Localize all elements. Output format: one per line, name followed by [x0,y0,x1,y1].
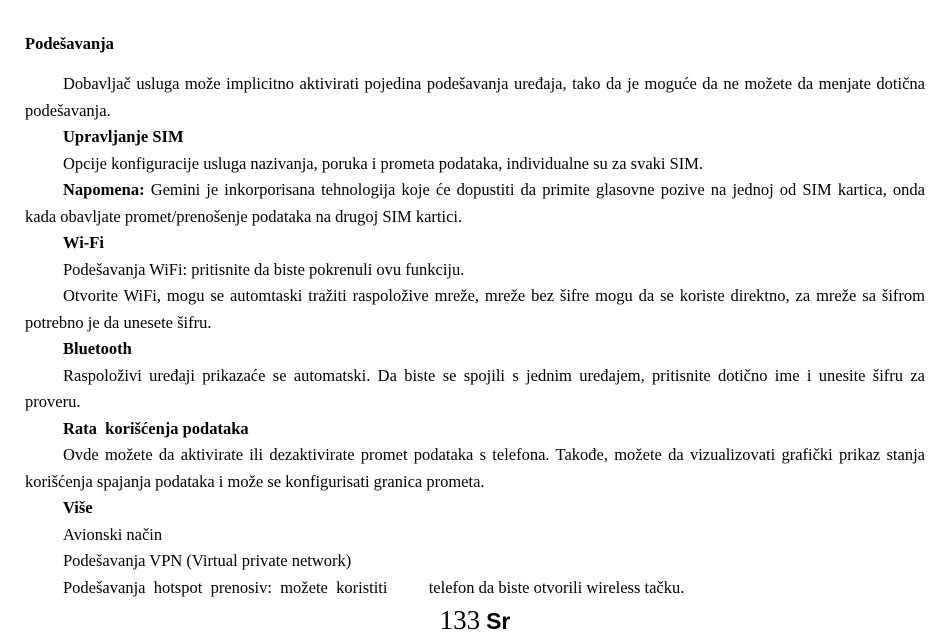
data-usage-paragraph: Ovde možete da aktivirate ili dezaktivirate promet podataka s telefona. Takođe, možete da vizualizovati grafički prikaz stanja korišćenja spajanja podataka i može se konfigurisati granica prometa. [25,445,925,491]
bluetooth-heading: Bluetooth [63,339,132,358]
sim-note-paragraph [25,177,925,230]
document-body [25,71,925,601]
wifi-paragraph-1: Podešavanja WiFi: pritisnite da biste pokrenuli ovu funkciju. [63,259,465,279]
more-heading: Više [63,498,93,517]
language-code: Sr [486,608,511,634]
wifi-heading: Wi-Fi [63,233,104,252]
note-label: Napomena: [63,180,145,199]
more-item-vpn: Podešavanja VPN (Virtual private network) [63,551,352,570]
page-number: 133 [439,605,481,635]
sim-heading: Upravljanje SIM [63,127,184,146]
bluetooth-paragraph: Raspoloživi uređaji prikazaće se automatski. Da biste se spojili s jednim uređajem, pritisnite dotično ime i unesite šifru za proveru. [25,365,925,411]
data-usage-heading: Rata korišćenja podataka [63,418,249,438]
more-item-hotspot: Podešavanja hotspot prenosiv: možete koristiti telefon da biste otvorili wireless tačku. [63,577,685,597]
page-footer [0,604,950,637]
sim-paragraph: Opcije konfiguracije usluga nazivanja, poruka i prometa podataka, individualne su za svaki SIM. [63,153,704,173]
section-title: Podešavanja [25,34,114,53]
more-item-airplane: Avionski način [63,524,163,544]
wifi-paragraph-2: Otvorite WiFi, mogu se automtaski tražiti raspoložive mreže, mreže bez šifre mogu da se koriste direktno, za mreže sa šifrom potrebno je da unesete šifru. [25,286,925,332]
note-text: Gemini je inkorporisana tehnologija koje će dopustiti da primite glasovne pozive na jednoj od SIM kartica, onda kada obavljate promet/prenošenje podataka na drugoj SIM kartici. [25,180,925,226]
intro-paragraph: Dobavljač usluga može implicitno aktivirati pojedina podešavanja uređaja, tako da je moguće da ne možete da menjate dotična podešavanja. [25,74,925,120]
